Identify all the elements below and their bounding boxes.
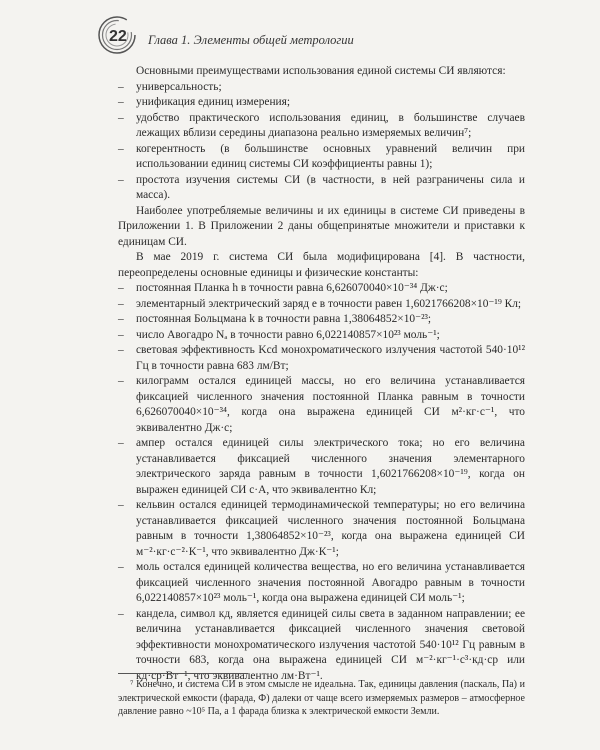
list-item: [118, 498, 525, 560]
intro-paragraph: Основными преимуществами использования единой системы СИ являются:: [136, 65, 506, 77]
main-text: [118, 64, 525, 684]
list-dash: –: [118, 111, 124, 124]
list-item-text: постоянная Больцмана k в точности равна 1,38064852×10⁻²³;: [136, 313, 432, 325]
list-item: [118, 281, 525, 297]
running-title: Глава 1. Элементы общей метрологии: [148, 33, 354, 47]
list-dash: –: [118, 80, 124, 93]
list-item: [118, 80, 525, 96]
list-item: [118, 111, 525, 142]
list-item-text: кандела, символ кд, является единицей силы света в заданном направлении; ее величина устанавливается фиксацией численного значения световой эффективности монохроматического излучения частотой 540·10¹² Гц равным в точности 683, когда она выражена единицей СИ м⁻²·кг⁻¹·с³·кд·ср или кд·ср·Вт⁻¹, что эквивалентно лм·Вт⁻¹.: [136, 607, 525, 682]
list-item-text: кельвин остался единицей термодинамической температуры; но его величина устанавливается фиксацией численного значения постоянной Больцмана равным в точности 1,38064852×10⁻²³, когда она выражена единицей СИ м⁻²·кг·с⁻²·К⁻¹, что эквивалентно Дж·К⁻¹;: [136, 499, 525, 558]
footnote: [118, 678, 525, 719]
list-dash: –: [118, 375, 124, 387]
list-item-text: постоянная Планка h в точности равна 6,626070040×10⁻³⁴ Дж·с;: [136, 282, 448, 294]
redefinition-paragraph: В мае 2019 г. система СИ была модифицирована [4]. В частности, переопределены основные единицы и физические константы:: [118, 251, 525, 279]
page-header: [96, 14, 566, 56]
constants-list: [118, 281, 525, 684]
list-dash: –: [118, 437, 124, 449]
list-item-text: ампер остался единицей силы электрического тока; но его величина устанавливается фиксацией численного значения элементарного электрического заряда равным в точности 1,6021766208×10⁻¹⁹, когда он выражен единицей СИ с·А, что эквивалентно Кл;: [136, 437, 525, 496]
list-dash: –: [118, 561, 124, 573]
list-item-text: число Авогадро Nₐ в точности равно 6,022140857×10²³ моль⁻¹;: [136, 328, 440, 341]
list-dash: –: [118, 313, 124, 325]
footnote-divider: [118, 673, 248, 674]
list-dash: –: [118, 344, 124, 356]
appendix-paragraph: Наиболее употребляемые величины и их единицы в системе СИ приведены в Приложении 1. В Приложении 2 даны общепринятые множители и приставки к единицам СИ.: [118, 204, 525, 248]
list-dash: –: [118, 142, 124, 155]
list-dash: –: [118, 96, 124, 108]
list-item-text: элементарный электрический заряд e в точности равен 1,6021766208×10⁻¹⁹ Кл;: [136, 297, 522, 310]
list-item: [118, 343, 525, 374]
list-item: [118, 560, 525, 607]
list-item-text: килограмм остался единицей массы, но его величина устанавливается фиксацией численного значения постоянной Планка равным в точности 6,626070040×10⁻³⁴, когда она выражена единицей СИ м²·кг·с⁻¹, что эквивалентно Дж·с;: [136, 375, 525, 434]
list-dash: –: [118, 499, 124, 511]
list-item: [118, 142, 525, 173]
page-number: 22: [109, 28, 127, 45]
list-item-text: удобство практического использования единиц, в большинстве случаев лежащих вблизи середины диапазона реально измеряемых величин⁷;: [136, 111, 525, 139]
list-dash: –: [118, 282, 124, 294]
list-item-text: моль остался единицей количества вещества, но его величина устанавливается фиксацией численного значения постоянной Авогадро равным в точности 6,022140857×10²³ моль⁻¹, когда она выражена единицей СИ моль⁻¹;: [136, 561, 525, 604]
list-item: [118, 95, 525, 111]
list-item: [118, 436, 525, 498]
list-item: [118, 328, 525, 344]
footnote-text: ⁷ Конечно, и система СИ в этом смысле не идеальна. Так, единицы давления (паскаль, Па) и электрической емкости (фарада, Ф) далеки от чаще всего измеряемых размеров – атмосферное давление равно ~10⁵ Па, а 1 фарада близка к электрической емкости Земли.: [118, 679, 525, 717]
list-item-text: простота изучения системы СИ (в частности, в ней разграничены сила и масса).: [136, 173, 525, 201]
list-item-text: когерентность (в большинстве основных уравнений величин при использовании единиц системы СИ коэффициенты равны 1);: [136, 142, 525, 170]
list-item: [118, 173, 525, 204]
list-item: [118, 312, 525, 328]
list-item-text: унификация единиц измерения;: [136, 96, 291, 108]
list-dash: –: [118, 173, 124, 186]
list-item: [118, 297, 525, 313]
list-item: [118, 374, 525, 436]
list-dash: –: [118, 297, 124, 310]
list-dash: –: [118, 328, 124, 341]
list-item-text: световая эффективность Kcd монохроматического излучения частотой 540·10¹² Гц в точности равна 683 лм/Вт;: [136, 344, 525, 372]
advantages-list: [118, 80, 525, 204]
list-dash: –: [118, 607, 124, 620]
list-item-text: универсальность;: [136, 80, 222, 93]
